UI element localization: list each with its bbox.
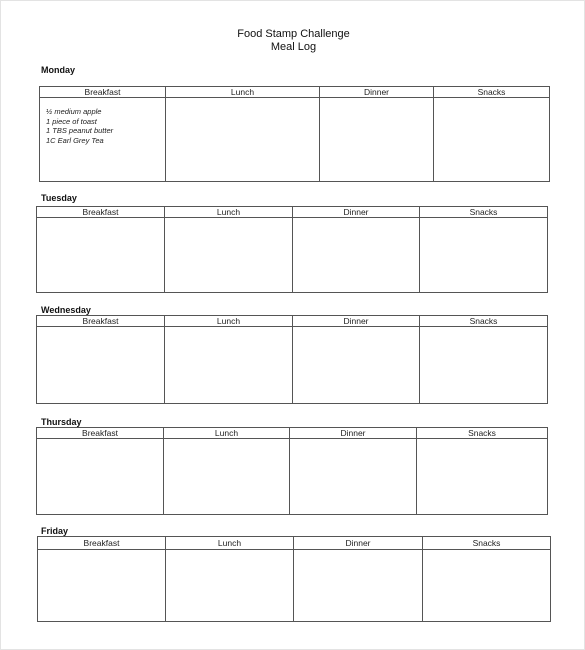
breakfast-cell[interactable] [40,98,166,182]
meal-table-monday [39,86,550,182]
column-header-dinner: Dinner [293,207,420,218]
column-header-breakfast: Breakfast [37,207,165,218]
breakfast-cell[interactable] [37,327,165,404]
breakfast-cell[interactable] [38,550,166,622]
lunch-cell[interactable] [166,98,320,182]
column-header-snacks: Snacks [420,316,548,327]
breakfast-entry-list [40,98,165,145]
column-header-snacks: Snacks [417,428,548,439]
column-header-breakfast: Breakfast [37,316,165,327]
column-header-snacks: Snacks [420,207,548,218]
meal-table-tuesday [36,206,548,293]
meal-table-wednesday [36,315,548,404]
meal-entries-row [37,218,548,293]
breakfast-cell[interactable] [37,439,164,515]
lunch-cell[interactable] [165,218,293,293]
snacks-cell[interactable] [420,327,548,404]
meal-entries-row [37,439,548,515]
day-label-friday: Friday [41,526,69,536]
meal-table-header-row [40,87,550,98]
column-header-dinner: Dinner [294,537,423,550]
column-header-dinner: Dinner [293,316,420,327]
column-header-breakfast: Breakfast [40,87,166,98]
dinner-cell[interactable] [294,550,423,622]
meal-entries-row [40,98,550,182]
meal-entries-row [38,550,551,622]
meal-table-header-row [37,428,548,439]
meal-entry: 1 TBS peanut butter [46,126,114,135]
column-header-lunch: Lunch [166,87,320,98]
meal-table-friday [37,536,551,622]
dinner-cell[interactable] [320,98,434,182]
column-header-breakfast: Breakfast [38,537,166,550]
meal-table-header-row [37,316,548,327]
meal-entry: 1C Earl Grey Tea [46,135,104,145]
meal-table-header-row [37,207,548,218]
column-header-snacks: Snacks [434,87,550,98]
day-label-monday: Monday [41,65,76,75]
column-header-lunch: Lunch [164,428,290,439]
meal-table-header-row [38,537,551,550]
day-label-thursday: Thursday [41,417,82,427]
column-header-lunch: Lunch [165,316,293,327]
meal-entries-row [37,327,548,404]
document-subtitle: Meal Log [270,41,317,53]
snacks-cell[interactable] [417,439,548,515]
lunch-cell[interactable] [165,327,293,404]
column-header-dinner: Dinner [290,428,417,439]
snacks-cell[interactable] [434,98,550,182]
dinner-cell[interactable] [290,439,417,515]
meal-entry: 1 piece of toast [46,116,97,126]
meal-entry: ½ medium apple [46,107,102,116]
breakfast-cell[interactable] [37,218,165,293]
lunch-cell[interactable] [164,439,290,515]
lunch-cell[interactable] [166,550,294,622]
meal-table-thursday [36,427,548,515]
day-label-tuesday: Tuesday [41,193,77,203]
column-header-breakfast: Breakfast [37,428,164,439]
column-header-lunch: Lunch [166,537,294,550]
column-header-lunch: Lunch [165,207,293,218]
document-title: Food Stamp Challenge [237,28,350,40]
dinner-cell[interactable] [293,327,420,404]
snacks-cell[interactable] [420,218,548,293]
column-header-dinner: Dinner [320,87,434,98]
dinner-cell[interactable] [293,218,420,293]
snacks-cell[interactable] [423,550,551,622]
day-label-wednesday: Wednesday [41,305,91,315]
column-header-snacks: Snacks [423,537,551,550]
